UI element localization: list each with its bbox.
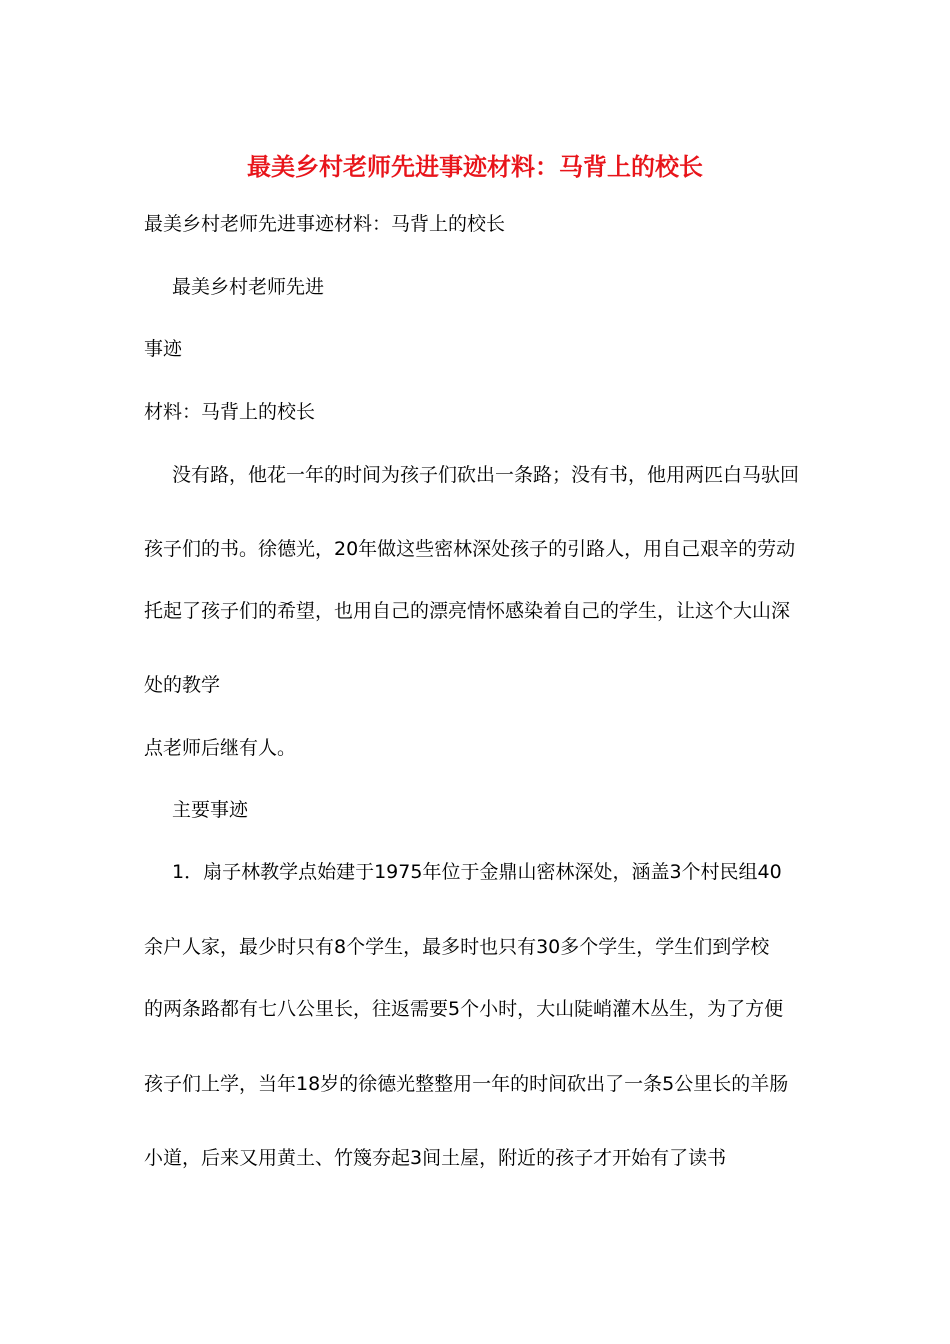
paragraph-line: 余户人家，最少时只有8个学生，最多时也只有30多个学生，学生们到学校 [144,936,770,958]
document-title: 最美乡村老师先进事迹材料：马背上的校长 [247,152,703,181]
paragraph-line: 1．扇子林教学点始建于1975年位于金鼎山密林深处，涵盖3个村民组40 [172,861,782,883]
paragraph-line: 的两条路都有七八公里长，往返需要5个小时，大山陡峭灌木丛生，为了方便 [144,998,784,1020]
paragraph-line: 没有路，他花一年的时间为孩子们砍出一条路；没有书，他用两匹白马驮回 [172,464,800,486]
paragraph-line: 点老师后继有人。 [144,737,297,759]
paragraph-line: 孩子们上学，当年18岁的徐德光整整用一年的时间砍出了一条5公里长的羊肠 [144,1073,789,1095]
paragraph-line: 小道，后来又用黄土、竹篾夯起3间土屋，附近的孩子才开始有了读书 [144,1147,727,1169]
paragraph-line: 托起了孩子们的希望，也用自己的漂亮情怀感染着自己的学生，让这个大山深 [144,600,791,622]
paragraph-line: 材料：马背上的校长 [144,401,316,423]
paragraph-line: 处的教学 [144,674,221,696]
paragraph-line: 最美乡村老师先进事迹材料：马背上的校长 [144,213,506,235]
section-heading: 主要事迹 [172,799,249,821]
paragraph-line: 最美乡村老师先进 [172,276,325,298]
paragraph-line: 孩子们的书。徐德光，20年做这些密林深处孩子的引路人，用自己艰辛的劳动 [144,538,796,560]
paragraph-line: 事迹 [144,338,183,360]
